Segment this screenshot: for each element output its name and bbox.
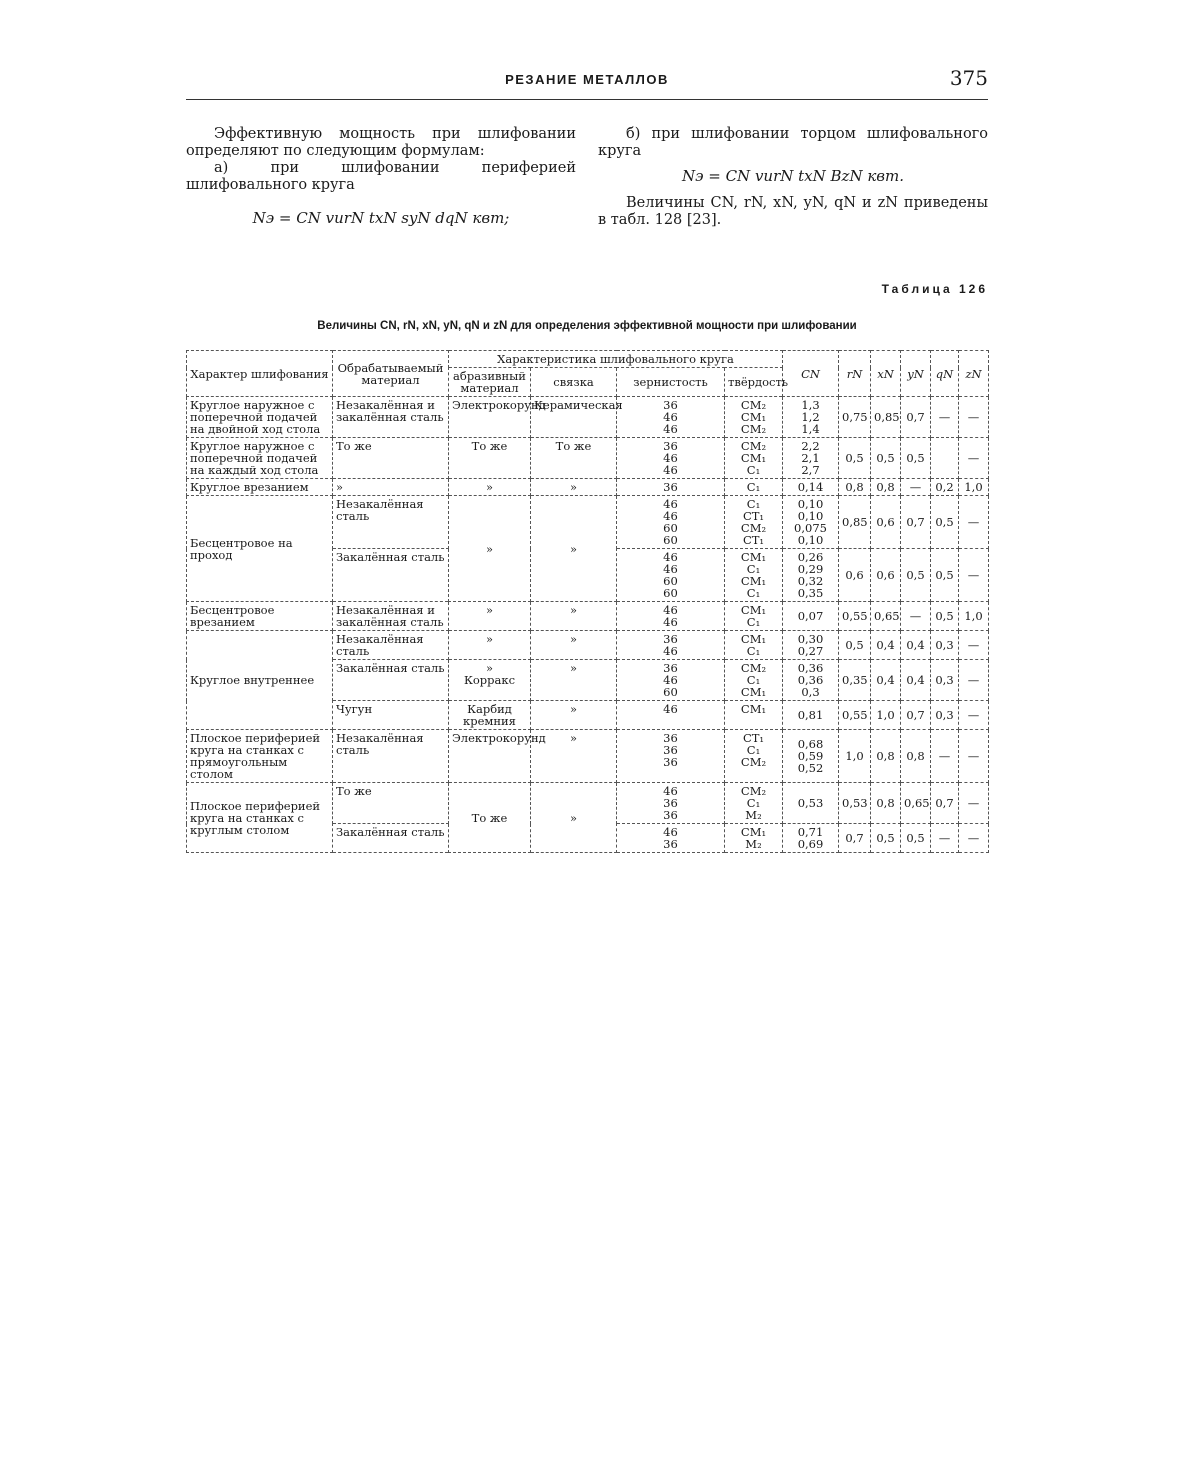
- item-a: а) при шлифовании периферией шлифовального круга: [186, 160, 576, 193]
- abrasive-cell: Электрокорунд: [449, 397, 531, 438]
- grinding-kind-cell: Бесцентровое на проход: [187, 496, 333, 602]
- zn-cell: —: [959, 496, 989, 549]
- xn-cell: 0,5: [871, 438, 901, 479]
- intro-right-column: [598, 126, 988, 229]
- material-cell: Чугун: [333, 701, 449, 730]
- cn-cell: 0,53: [783, 783, 839, 824]
- cn-cell: 0,10 0,10 0,075 0,10: [783, 496, 839, 549]
- material-cell: Незакалённая сталь: [333, 496, 449, 549]
- cn-cell: 0,30 0,27: [783, 631, 839, 660]
- abrasive-cell: То же: [449, 438, 531, 479]
- table-label: Таблица 126: [881, 282, 988, 296]
- cn-cell: 0,26 0,29 0,32 0,35: [783, 549, 839, 602]
- hardness-cell: С₁ СТ₁ СМ₂ СТ₁: [725, 496, 783, 549]
- yn-cell: 0,65: [901, 783, 931, 824]
- zn-cell: —: [959, 660, 989, 701]
- item-b: б) при шлифовании торцом шлифовального круга: [598, 126, 988, 159]
- bond-cell: »: [531, 730, 617, 783]
- grain-cell: 46 36 36: [617, 783, 725, 824]
- zn-cell: —: [959, 549, 989, 602]
- material-cell: Закалённая сталь: [333, 549, 449, 602]
- yn-cell: 0,5: [901, 824, 931, 853]
- material-cell: Незакалённая сталь: [333, 631, 449, 660]
- rn-cell: 0,8: [839, 479, 871, 496]
- zn-cell: 1,0: [959, 602, 989, 631]
- bond-cell: »: [531, 496, 617, 602]
- bond-cell: Керамическая: [531, 397, 617, 438]
- hardness-cell: СМ₂ С₁ М₂: [725, 783, 783, 824]
- hardness-cell: СМ₁ С₁: [725, 631, 783, 660]
- grain-cell: 46: [617, 701, 725, 730]
- yn-cell: 0,5: [901, 549, 931, 602]
- abrasive-cell: Электрокорунд: [449, 730, 531, 783]
- qn-cell: 0,2: [931, 479, 959, 496]
- grinding-kind-cell: Бесцентровое врезанием: [187, 602, 333, 631]
- yn-cell: 0,7: [901, 701, 931, 730]
- grinding-power-table: [186, 350, 989, 853]
- zn-cell: —: [959, 824, 989, 853]
- qn-cell: 0,7: [931, 783, 959, 824]
- values-note: Величины CN, rN, xN, yN, qN и zN приведены в табл. 128 [23].: [598, 195, 988, 228]
- rn-cell: 0,75: [839, 397, 871, 438]
- rn-cell: 0,85: [839, 496, 871, 549]
- running-title: РЕЗАНИЕ МЕТАЛЛОВ: [505, 72, 669, 87]
- bond-cell: »: [531, 660, 617, 701]
- abrasive-cell: »: [449, 631, 531, 660]
- zn-cell: —: [959, 730, 989, 783]
- abrasive-cell: То же: [449, 783, 531, 853]
- zn-cell: —: [959, 397, 989, 438]
- cn-cell: 0,36 0,36 0,3: [783, 660, 839, 701]
- header-rn: rN: [839, 351, 871, 397]
- header-zn: zN: [959, 351, 989, 397]
- material-cell: »: [333, 479, 449, 496]
- rn-cell: 1,0: [839, 730, 871, 783]
- table-row: [187, 602, 989, 631]
- qn-cell: 0,3: [931, 701, 959, 730]
- header-abrasive: абразивный материал: [449, 368, 531, 397]
- grain-cell: 46 46 60 60: [617, 549, 725, 602]
- grinding-kind-cell: Плоское периферией круга на станках с прямоугольным столом: [187, 730, 333, 783]
- table-row: [187, 496, 989, 549]
- xn-cell: 0,65: [871, 602, 901, 631]
- qn-cell: [931, 438, 959, 479]
- rn-cell: 0,7: [839, 824, 871, 853]
- grinding-kind-cell: Круглое врезанием: [187, 479, 333, 496]
- hardness-cell: СМ₁ М₂: [725, 824, 783, 853]
- rn-cell: 0,55: [839, 602, 871, 631]
- qn-cell: 0,5: [931, 549, 959, 602]
- xn-cell: 0,8: [871, 730, 901, 783]
- intro-text: [186, 126, 988, 256]
- formula-a: Nэ = CN vиrN txN syN dqN квт;: [252, 209, 510, 227]
- grinding-kind-cell: Плоское периферией круга на станках с круглым столом: [187, 783, 333, 853]
- grain-cell: 36 46 60: [617, 660, 725, 701]
- qn-cell: —: [931, 397, 959, 438]
- table-row: [187, 397, 989, 438]
- intro-paragraph: Эффективную мощность при шлифовании определяют по следующим формулам:: [186, 126, 576, 159]
- zn-cell: —: [959, 701, 989, 730]
- header-material: Обрабатываемый материал: [333, 351, 449, 397]
- qn-cell: 0,5: [931, 496, 959, 549]
- xn-cell: 0,4: [871, 631, 901, 660]
- grinding-kind-cell: Круглое наружное с поперечной подачей на двойной ход стола: [187, 397, 333, 438]
- header-hardness: твёрдость: [725, 368, 783, 397]
- table-row: [187, 438, 989, 479]
- rn-cell: 0,5: [839, 631, 871, 660]
- bond-cell: »: [531, 783, 617, 853]
- yn-cell: 0,4: [901, 631, 931, 660]
- cn-cell: 0,81: [783, 701, 839, 730]
- qn-cell: —: [931, 824, 959, 853]
- header-bond: связка: [531, 368, 617, 397]
- abrasive-cell: »: [449, 496, 531, 602]
- header-rule: [186, 99, 988, 100]
- material-cell: Незакалённая сталь: [333, 730, 449, 783]
- cn-cell: 0,68 0,59 0,52: [783, 730, 839, 783]
- table-row: [187, 730, 989, 783]
- bond-cell: »: [531, 701, 617, 730]
- rn-cell: 0,6: [839, 549, 871, 602]
- yn-cell: —: [901, 602, 931, 631]
- bond-cell: То же: [531, 438, 617, 479]
- yn-cell: 0,7: [901, 397, 931, 438]
- xn-cell: 0,6: [871, 549, 901, 602]
- yn-cell: —: [901, 479, 931, 496]
- yn-cell: 0,8: [901, 730, 931, 783]
- zn-cell: —: [959, 783, 989, 824]
- rn-cell: 0,55: [839, 701, 871, 730]
- intro-left-column: [186, 126, 576, 227]
- grain-cell: 36 36 36: [617, 730, 725, 783]
- bond-cell: »: [531, 631, 617, 660]
- header-xn: xN: [871, 351, 901, 397]
- grinding-kind-cell: Круглое внутреннее: [187, 631, 333, 730]
- material-cell: Незакалённая и закалённая сталь: [333, 397, 449, 438]
- xn-cell: 0,6: [871, 496, 901, 549]
- hardness-cell: С₁: [725, 479, 783, 496]
- grain-cell: 36 46 46: [617, 438, 725, 479]
- material-cell: Закалённая сталь: [333, 660, 449, 701]
- grain-cell: 36 46 46: [617, 397, 725, 438]
- qn-cell: 0,5: [931, 602, 959, 631]
- bond-cell: »: [531, 479, 617, 496]
- grain-cell: 46 36: [617, 824, 725, 853]
- material-cell: То же: [333, 438, 449, 479]
- rn-cell: 0,53: [839, 783, 871, 824]
- yn-cell: 0,4: [901, 660, 931, 701]
- material-cell: Закалённая сталь: [333, 824, 449, 853]
- zn-cell: —: [959, 631, 989, 660]
- zn-cell: —: [959, 438, 989, 479]
- abrasive-cell: »: [449, 602, 531, 631]
- table-row: [187, 783, 989, 824]
- zn-cell: 1,0: [959, 479, 989, 496]
- table-caption: Величины CN, rN, xN, yN, qN и zN для определения эффективной мощности при шлифовании: [317, 320, 857, 332]
- xn-cell: 0,8: [871, 783, 901, 824]
- page-header: [186, 66, 988, 100]
- grain-cell: 36 46: [617, 631, 725, 660]
- xn-cell: 0,4: [871, 660, 901, 701]
- page-number: 375: [949, 66, 988, 90]
- qn-cell: 0,3: [931, 660, 959, 701]
- hardness-cell: СМ₁ С₁ СМ₁ С₁: [725, 549, 783, 602]
- yn-cell: 0,5: [901, 438, 931, 479]
- header-grain: зернистость: [617, 368, 725, 397]
- xn-cell: 0,85: [871, 397, 901, 438]
- qn-cell: —: [931, 730, 959, 783]
- bond-cell: »: [531, 602, 617, 631]
- rn-cell: 0,5: [839, 438, 871, 479]
- table-head: [187, 351, 989, 397]
- abrasive-cell: » Корракс: [449, 660, 531, 701]
- yn-cell: 0,7: [901, 496, 931, 549]
- header-yn: yN: [901, 351, 931, 397]
- hardness-cell: СТ₁ С₁ СМ₂: [725, 730, 783, 783]
- grain-cell: 36: [617, 479, 725, 496]
- header-wheel: Характеристика шлифовального круга: [449, 351, 783, 368]
- header-cn: CN: [783, 351, 839, 397]
- abrasive-cell: »: [449, 479, 531, 496]
- hardness-cell: СМ₂ СМ₁ С₁: [725, 438, 783, 479]
- table-row: [187, 479, 989, 496]
- xn-cell: 0,8: [871, 479, 901, 496]
- table-body: [187, 397, 989, 853]
- cn-cell: 0,07: [783, 602, 839, 631]
- hardness-cell: СМ₁: [725, 701, 783, 730]
- abrasive-cell: Карбид кремния: [449, 701, 531, 730]
- cn-cell: 0,14: [783, 479, 839, 496]
- table-row: [187, 631, 989, 660]
- hardness-cell: СМ₁ С₁: [725, 602, 783, 631]
- cn-cell: 0,71 0,69: [783, 824, 839, 853]
- grain-cell: 46 46: [617, 602, 725, 631]
- cn-cell: 2,2 2,1 2,7: [783, 438, 839, 479]
- material-cell: Незакалённая и закалённая сталь: [333, 602, 449, 631]
- hardness-cell: СМ₂ СМ₁ СМ₂: [725, 397, 783, 438]
- header-qn: qN: [931, 351, 959, 397]
- hardness-cell: СМ₂ С₁ СМ₁: [725, 660, 783, 701]
- material-cell: То же: [333, 783, 449, 824]
- cn-cell: 1,3 1,2 1,4: [783, 397, 839, 438]
- xn-cell: 1,0: [871, 701, 901, 730]
- rn-cell: 0,35: [839, 660, 871, 701]
- qn-cell: 0,3: [931, 631, 959, 660]
- grinding-kind-cell: Круглое наружное с поперечной подачей на каждый ход стола: [187, 438, 333, 479]
- xn-cell: 0,5: [871, 824, 901, 853]
- header-kind: Характер шлифования: [187, 351, 333, 397]
- formula-b: Nэ = CN vиrN txN BzN квт.: [681, 167, 905, 185]
- grain-cell: 46 46 60 60: [617, 496, 725, 549]
